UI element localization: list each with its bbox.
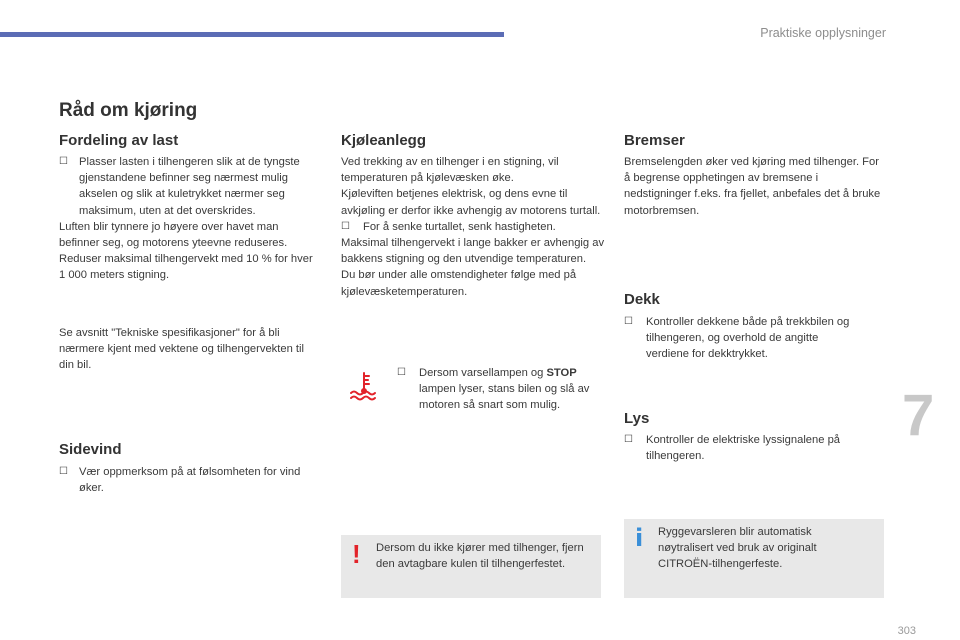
stop-label: STOP	[546, 367, 577, 379]
checkbox-bullet-icon: ☐	[624, 434, 633, 445]
checkbox-bullet-icon: ☐	[397, 367, 406, 378]
coolant-warning-text	[397, 365, 597, 414]
bremser-text: Bremselengden øker ved kjøring med tilhenger. For å begrense opphetingen av bremsene i nedstigninger f.eks. fra fjellet, anbefales det å bruke motorbremsen.	[624, 156, 881, 217]
checkbox-bullet-icon: ☐	[341, 220, 350, 232]
paragraph-max-weight: Maksimal tilhengervekt i lange bakker er avhengig av bakkens stigning og den utvendige temperaturen.	[341, 237, 605, 266]
warning-box-text: Dersom du ikke kjører med tilhenger, fjern den avtagbare kulen til tilhengerfestet.	[376, 542, 584, 571]
bullet-text: For å senke turtallet, senk hastigheten.	[363, 220, 556, 233]
info-box-text: Ryggevarsleren blir automatisk nøytralisert ved bruk av originalt CITROËN-tilhengerfeste.	[658, 526, 817, 571]
heading-bremser: Bremser	[624, 132, 685, 149]
lys-body	[624, 432, 869, 464]
list-item	[59, 154, 321, 219]
warning-text-suffix: lampen lyser, stans bilen og slå av motoren så snart som mulig.	[419, 383, 590, 412]
heading-lys: Lys	[624, 410, 650, 427]
section-title: Praktiske opplysninger	[760, 26, 886, 40]
dekk-body	[624, 314, 864, 363]
bullet-text: Vær oppmerksom på at følsomheten for vind øker.	[79, 466, 301, 495]
list-item	[397, 365, 597, 414]
heading-kjoleanlegg: Kjøleanlegg	[341, 132, 427, 149]
paragraph-monitor-temp: Du bør under alle omstendigheter følge med på kjølevæsketemperaturen.	[341, 269, 577, 298]
paragraph-coolant-rise: Ved trekking av en tilhenger i en stigning, vil temperaturen på kjølevæsken øke.	[341, 156, 559, 185]
warning-text-prefix: Dersom varsellampen og	[419, 367, 547, 379]
list-item	[624, 314, 864, 363]
warning-box	[341, 535, 601, 598]
bullet-text: Kontroller de elektriske lyssignalene på tilhengeren.	[646, 434, 841, 463]
col2-body	[341, 154, 605, 300]
checkbox-bullet-icon: ☐	[624, 316, 633, 327]
list-item	[341, 219, 605, 235]
header-accent-bar	[0, 32, 504, 37]
col1-body	[59, 154, 321, 284]
bullet-text: Kontroller dekkene både på trekkbilen og tilhengeren, og overhold de angitte verdiene for dekktrykket.	[646, 316, 850, 361]
list-item	[59, 464, 321, 496]
heading-sidevind: Sidevind	[59, 441, 122, 458]
heading-fordeling: Fordeling av last	[59, 132, 179, 149]
checkbox-bullet-icon: ☐	[59, 466, 68, 477]
paragraph-fan: Kjøleviften betjenes elektrisk, og dens evne til avkjøling er derfor ikke avhengig av motorens turtall.	[341, 188, 601, 217]
chapter-number: 7	[902, 383, 935, 448]
page-title: Råd om kjøring	[59, 100, 198, 121]
list-item	[624, 432, 869, 464]
page-number: 303	[897, 625, 916, 637]
checkbox-bullet-icon: ☐	[59, 156, 68, 167]
warning-exclamation-icon: !	[352, 539, 361, 569]
info-icon: i	[635, 524, 644, 552]
paragraph-altitude: Luften blir tynnere jo høyere over havet man befinner seg, og motorens yteevne reduseres. Reduser maksimal tilhengervekt med 10 % for hver 1 000 meters stigning.	[59, 220, 313, 282]
heading-dekk: Dekk	[624, 291, 660, 308]
info-box	[624, 519, 884, 598]
paragraph-specs-reference: Se avsnitt "Tekniske spesifikasjoner" for å bli nærmere kjent med vektene og tilhengervekten til din bil.	[59, 327, 305, 372]
coolant-temperature-icon	[346, 368, 382, 404]
bullet-text: Plasser lasten i tilhengeren slik at de tyngste gjenstandene befinner seg nærmest mulig akselen og slik at kuletrykket nærmer seg maksimum, uten at det overskrides.	[79, 156, 300, 217]
sidevind-body	[59, 464, 321, 496]
